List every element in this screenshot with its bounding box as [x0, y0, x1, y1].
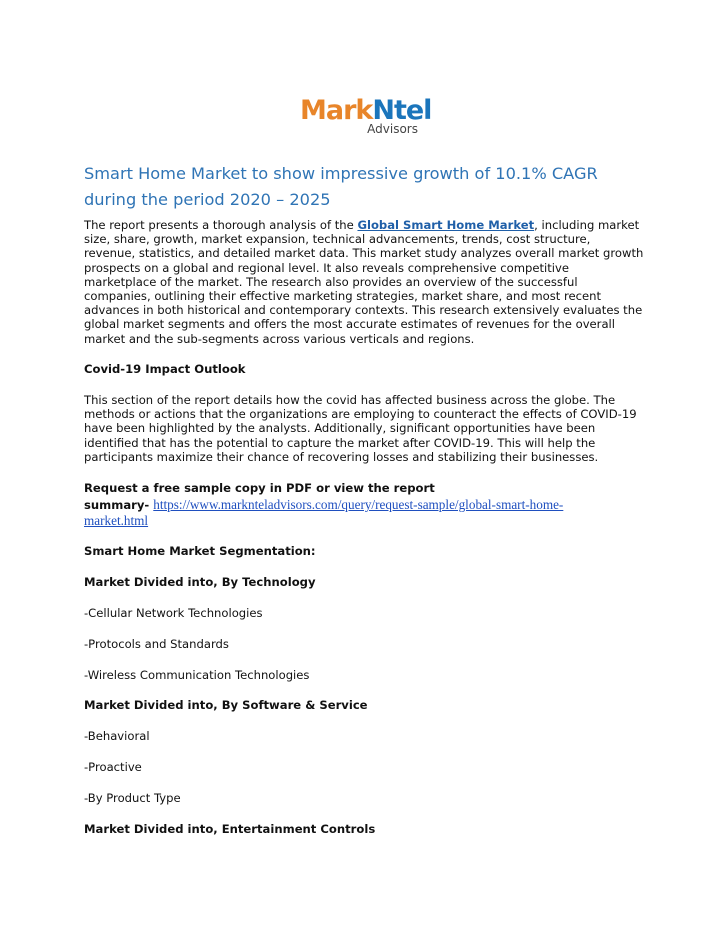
- sample-url-link-continued[interactable]: market.html: [84, 513, 149, 528]
- segmentation-heading: Smart Home Market Segmentation:: [84, 544, 316, 558]
- global-smart-home-market-link[interactable]: Global Smart Home Market: [357, 218, 535, 232]
- sample-request-line: Request a free sample copy in PDF or view the report: [84, 481, 435, 495]
- software-heading: Market Divided into, By Software & Service: [84, 698, 368, 712]
- software-item: -Proactive: [84, 760, 142, 774]
- intro-text-before: The report presents a thorough analysis of the: [84, 218, 358, 232]
- logo-ntel-text: Ntel: [372, 95, 432, 126]
- covid-heading: Covid-19 Impact Outlook: [84, 362, 246, 376]
- document-title: Smart Home Market to show impressive growth of 10.1% CAGR during the period 2020 – 2025: [84, 163, 598, 209]
- technology-item: -Protocols and Standards: [84, 637, 229, 651]
- logo-advisors-text: Advisors: [367, 122, 418, 136]
- technology-item: -Wireless Communication Technologies: [84, 668, 310, 682]
- sample-url-link[interactable]: https://www.marknteladvisors.com/query/request-sample/global-smart-home-: [153, 497, 564, 512]
- technology-heading: Market Divided into, By Technology: [84, 575, 316, 589]
- sample-url-line2: [84, 513, 148, 529]
- technology-item: -Cellular Network Technologies: [84, 606, 263, 620]
- marknteladvisors-logo: [300, 95, 432, 138]
- intro-paragraph: [84, 218, 644, 346]
- sample-summary-line: [84, 497, 563, 513]
- software-item: -Behavioral: [84, 729, 150, 743]
- entertainment-heading: Market Divided into, Entertainment Controls: [84, 822, 376, 836]
- intro-text-after: , including market size, share, growth, market expansion, technical advancements, trends, cost structure, revenue, statistics, and detailed market data. This market study analyzes overall market growth prospects on a global and regional level. It also reveals comprehensive competitive marketplace of the market. The research also provides an overview of the successful companies, outlining their effective marketing strategies, market share, and most recent advances in both historical and contemporary contexts. This research extensively evaluates the global market segments and offers the most accurate estimates of revenues for the overall market and the sub-segments across various verticals and regions.: [84, 218, 644, 346]
- covid-paragraph: This section of the report details how the covid has affected business across the globe. The methods or actions that the organizations are employing to counteract the effects of COVID-19 have been highlighted by the analysts. Additionally, significant opportunities have been identified that has the potential to capture the market after COVID-19. This will help the participants maximize their chance of recovering losses and stabilizing their businesses.: [84, 393, 637, 464]
- software-item: -By Product Type: [84, 791, 181, 805]
- logo-mark-text: Mark: [300, 95, 373, 126]
- summary-label: summary-: [84, 498, 154, 512]
